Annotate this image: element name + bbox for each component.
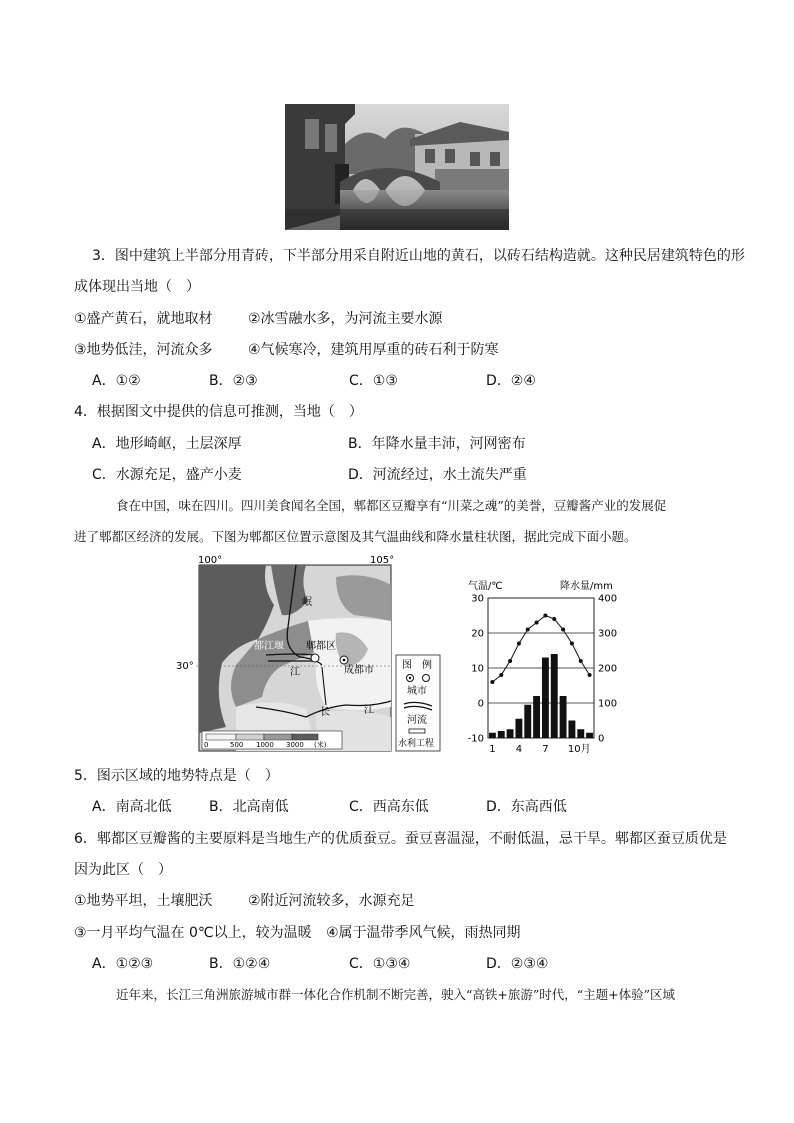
chart-ylabel-left: 气温/℃ [468,581,503,592]
q4-stem: 4．根据图文中提供的信息可推测，当地（ ） [74,404,363,420]
q6-option-b[interactable]: B．①②④ [209,956,271,972]
passage-1-line1: 食在中国，味在四川。四川美食闻名全国，郫都区豆瓣享有“川菜之魂”的美誉，豆瓣酱产业的发展促 [116,498,667,513]
q5-stem: 5．图示区域的地势特点是（ ） [74,768,279,784]
q3-statement-2: ②冰雪融水多，为河流主要水源 [248,311,443,327]
scale-label-unit: (米) [314,741,327,749]
temperature-point [579,659,583,663]
precip-bar [507,729,514,738]
q6-stem-line1: 6．郫都区豆瓣酱的主要原料是当地生产的优质蚕豆。蚕豆喜温湿，不耐低温，忌干旱。郫都区蚕豆质优是 [74,831,727,847]
passage-2-line1: 近年来，长江三角洲旅游城市群一体化合作机制不断完善，驶入“高铁+旅游”时代，“主题+体验”区域 [116,987,676,1002]
chart-ytick-left: 10 [471,663,484,675]
map-label-pidu: 郫都区 [306,641,336,652]
q3-option-c[interactable]: C．①③ [349,373,398,389]
precip-bar [515,719,522,738]
precip-bar [560,696,567,738]
chart-ytick-left: 20 [471,628,484,640]
chart-ytick-right: 100 [598,698,618,710]
scale-label-0: 0 [204,741,209,749]
q5-option-a[interactable]: A．南高北低 [92,799,172,815]
precip-bar [533,696,540,738]
q6-statement-2: ②附近河流较多，水源充足 [248,893,415,909]
q3-option-a[interactable]: A．①② [92,373,141,389]
chart-ytick-left: 30 [471,593,484,605]
precip-bar [542,658,549,739]
temperature-point [526,628,530,632]
q5-option-d[interactable]: D．东高西低 [486,799,567,815]
chart-ytick-right: 400 [598,593,618,605]
chart-ytick-right: 0 [598,733,605,745]
q6-stem-line2: 因为此区（ ） [74,862,172,878]
chart-xtick: 10月 [567,744,591,755]
map-label-jiang: 江 [290,667,300,678]
chart-ylabel-right: 降水量/mm [560,581,613,592]
q3-statement-4: ④气候寒冷，建筑用厚重的砖石利于防寒 [248,342,499,358]
q3-statement-1: ①盛产黄石，就地取材 [74,311,213,327]
q3-option-b[interactable]: B．②③ [209,373,258,389]
q3-statement-3: ③地势低洼，河流众多 [74,342,213,358]
q3-stem-line1: 3．图中建筑上半部分用青砖，下半部分用采自附近山地的黄石，以砖石结构造就。这种民居建筑特色的形 [92,248,745,264]
precip-bar [586,733,593,738]
precip-bar [568,721,575,739]
legend-project: 水利工程 [398,739,435,749]
map-label-min: 岷 [302,597,312,608]
q3-option-d[interactable]: D．②④ [486,373,536,389]
q4-option-b[interactable]: B．年降水量丰沛，河网密布 [348,436,526,452]
q4-option-d[interactable]: D．河流经过，水土流失严重 [348,467,527,483]
legend-title: 图 例 [402,660,432,671]
temperature-point [499,673,503,677]
q4-option-a[interactable]: A．地形崎岖，土层深厚 [92,436,242,452]
temperature-point [517,642,521,646]
q6-option-a[interactable]: A．①②③ [92,956,154,972]
temperature-point [543,614,547,618]
precip-bar [524,705,531,738]
legend-river: 河流 [407,715,427,726]
temperature-point [490,680,494,684]
q6-statement-1: ①地势平坦，土壤肥沃 [74,893,213,909]
chart-ytick-right: 200 [598,663,618,675]
q5-option-b[interactable]: B．北高南低 [209,799,289,815]
temperature-point [588,673,592,677]
stone-bridge-photo [285,104,509,230]
temperature-point [535,621,539,625]
pidu-location-map [176,555,444,754]
map-lon-left: 100° [198,555,223,566]
q6-statement-4: ④属于温带季风气候，雨热同期 [326,925,521,941]
q6-option-c[interactable]: C．①③④ [349,956,411,972]
chart-ytick-left: -10 [467,733,484,745]
temperature-point [508,659,512,663]
temperature-line [492,616,589,683]
scale-label-1000: 1000 [256,741,274,749]
scale-label-3000: 3000 [286,741,304,749]
temperature-point [552,617,556,621]
map-label-dujiangyan: 都江堰 [254,641,284,652]
map-label-chengdu: 成都市 [344,665,374,676]
chart-ytick-right: 300 [598,628,618,640]
q6-statement-3: ③一月平均气温在 0℃以上，较为温暖 [74,925,312,941]
temperature-point [561,628,565,632]
chart-xtick: 4 [515,744,523,755]
precip-bar [577,729,584,738]
precip-bar [551,654,558,738]
passage-1-line2: 进了郫都区经济的发展。下图为郫都区位置示意图及其气温曲线和降水量柱状图，据此完成下面小题。 [74,529,637,544]
precip-bar [489,733,496,738]
chart-ytick-left: 0 [477,698,484,710]
q4-option-c[interactable]: C．水源充足，盛产小麦 [92,467,242,483]
q3-stem-line2: 成体现出当地（ ） [74,279,200,295]
chart-xtick: 1 [489,744,496,755]
q5-option-c[interactable]: C．西高东低 [349,799,429,815]
precip-bar [498,731,505,738]
temperature-point [570,642,574,646]
map-label-jiang2: 江 [364,705,374,716]
q6-option-d[interactable]: D．②③④ [486,956,549,972]
map-lat: 30° [176,661,194,672]
map-label-chang: 长 [320,707,330,718]
climate-chart [458,578,628,758]
scale-label-500: 500 [230,741,244,749]
legend-city: 城市 [407,686,427,697]
chart-xtick: 7 [542,744,549,755]
map-lon-right: 105° [370,555,395,566]
